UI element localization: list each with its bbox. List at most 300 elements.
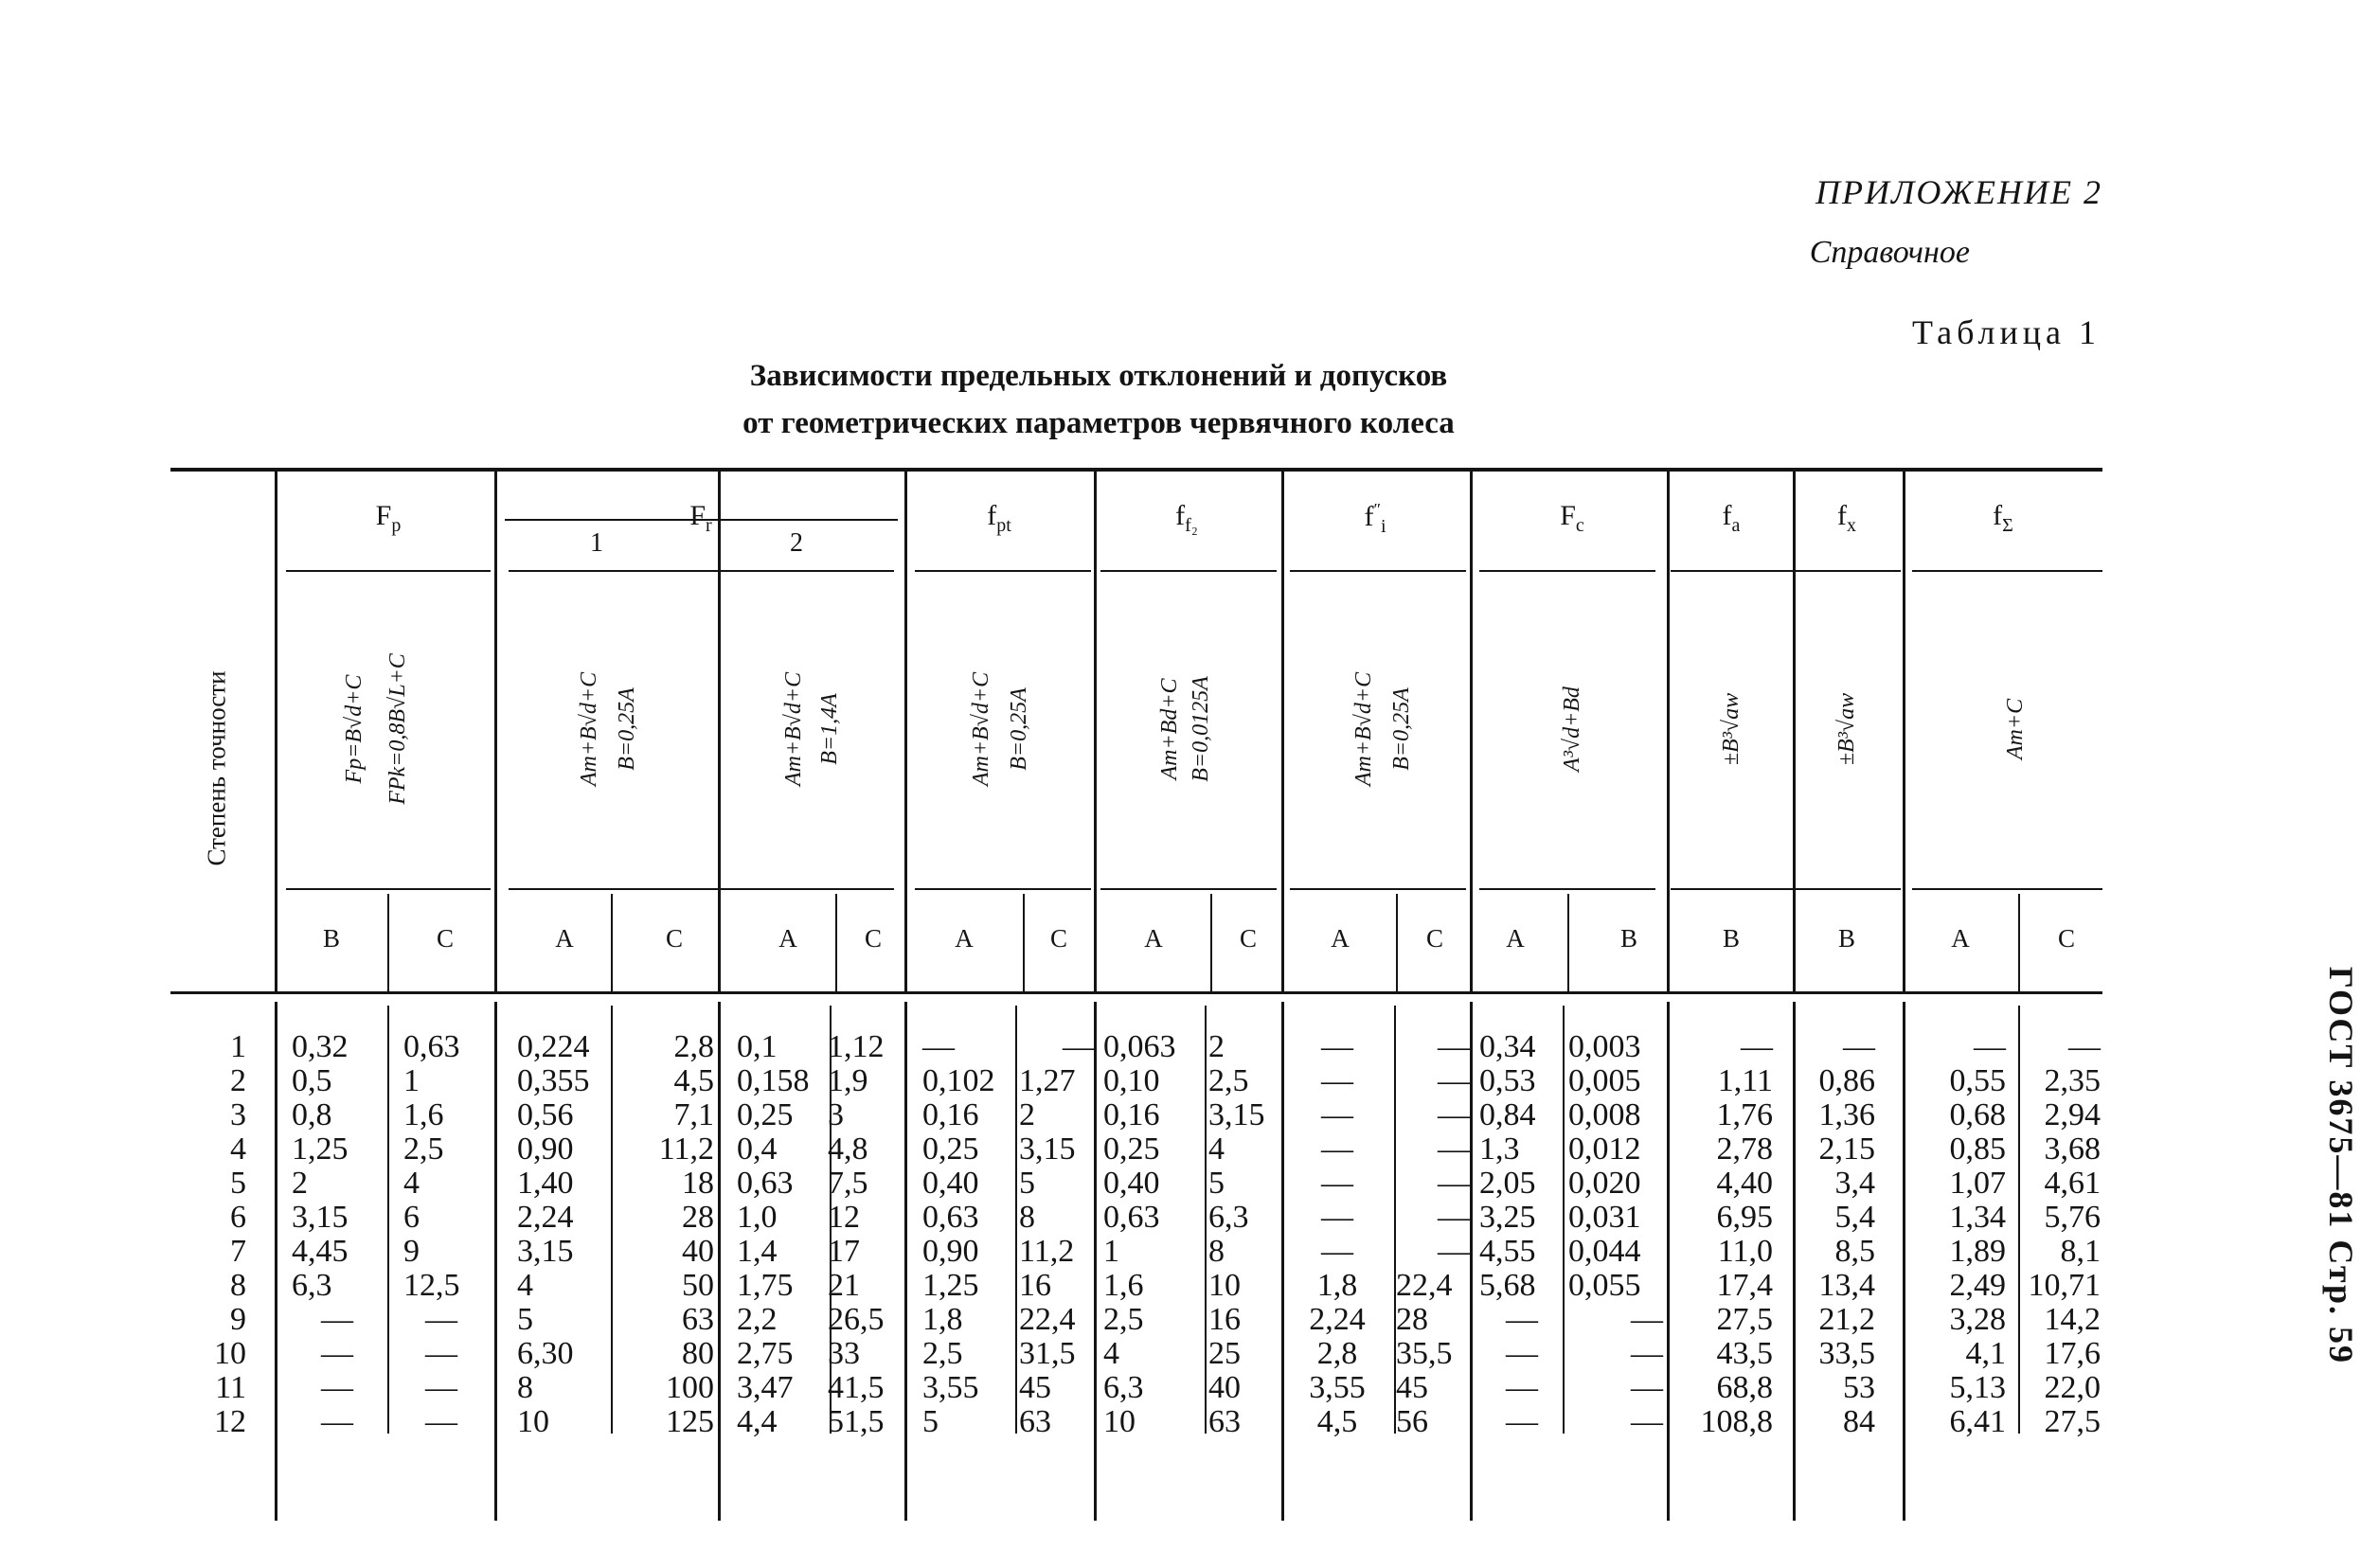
table-cell: —: [1321, 1200, 1353, 1235]
table-cell: 17: [828, 1234, 860, 1269]
reference-note: Справочное: [1809, 235, 1970, 270]
row-degree: 8: [230, 1268, 246, 1303]
formula-fr1: Am+B√d+C: [577, 671, 601, 787]
table-cell: 17,6: [2044, 1336, 2101, 1371]
table-cell: 2,8: [1316, 1336, 1358, 1371]
table-cell: 0,40: [1103, 1166, 1160, 1201]
table-cell: 0,63: [1103, 1200, 1160, 1235]
group-rule-2: [915, 570, 1091, 572]
table-cell: 2,24: [517, 1200, 574, 1235]
table-cell: 80: [682, 1336, 714, 1371]
table-cell: 0,16: [1103, 1097, 1160, 1132]
formula-rule-2: [915, 888, 1091, 890]
table-cell: —: [1438, 1200, 1470, 1235]
table-cell: 0,158: [737, 1063, 810, 1098]
col-line-h-4: [1094, 470, 1097, 994]
table-cell: 68,8: [1716, 1370, 1773, 1405]
table-cell: 1,76: [1716, 1097, 1773, 1132]
col-letter-3: C: [665, 924, 683, 953]
subcol-line-7: [2018, 894, 2020, 992]
table-cell: 0,020: [1568, 1166, 1641, 1201]
table-cell: 1,25: [292, 1131, 349, 1167]
table-cell: 40: [1208, 1370, 1241, 1405]
col-line-h-9: [1903, 470, 1905, 994]
table-cell: 1,6: [403, 1097, 444, 1132]
table-cell: 100: [666, 1370, 714, 1405]
table-cell: 11,2: [658, 1131, 714, 1167]
table-cell: 0,25: [737, 1097, 794, 1132]
formula-rule-4: [1290, 888, 1466, 890]
table-cell: 0,355: [517, 1063, 590, 1098]
group-ff2: [1111, 500, 1262, 537]
degree-header: Степень точности: [202, 670, 231, 866]
table-cell: 14,2: [2044, 1302, 2101, 1337]
table-cell: —: [1321, 1131, 1353, 1167]
table-cell: 0,63: [403, 1029, 460, 1064]
table-cell: 11,2: [1019, 1234, 1075, 1269]
table-cell: 0,4: [737, 1131, 778, 1167]
table-cell: —: [2068, 1029, 2101, 1064]
group-fp-sub: p: [391, 515, 402, 536]
table-cell: —: [321, 1370, 353, 1405]
table-cell: 6,30: [517, 1336, 574, 1371]
table-cell: 108,8: [1700, 1404, 1773, 1439]
group-fx-sub: x: [1847, 515, 1856, 536]
table-cell: 53: [1843, 1370, 1875, 1405]
table-cell: 1,25: [922, 1268, 979, 1303]
col-letter-17: C: [2057, 924, 2075, 953]
table-cell: 4: [517, 1268, 533, 1303]
col-letter-2: A: [555, 924, 574, 953]
table-cell: —: [1438, 1234, 1470, 1269]
table-cell: 0,5: [292, 1063, 332, 1098]
table-cell: —: [1063, 1029, 1095, 1064]
table-cell: 3,25: [1479, 1200, 1536, 1235]
table-cell: 63: [682, 1302, 714, 1337]
formula-fpt-b: B=0,25A: [1007, 687, 1031, 771]
row-degree: 7: [230, 1234, 246, 1269]
col-letter-9: C: [1239, 924, 1257, 953]
table-cell: 2: [1019, 1097, 1035, 1132]
body-sep-7: [2018, 1006, 2020, 1434]
table-cell: —: [425, 1302, 457, 1337]
formula-ff2-b: B=0,0125A: [1189, 676, 1213, 782]
col-line-h-5: [1281, 470, 1284, 994]
row-degree: 5: [230, 1166, 246, 1201]
group-fa-sub: a: [1731, 515, 1741, 536]
fr-sub-2: 2: [790, 528, 803, 558]
formula-fi-b: B=0,25A: [1389, 687, 1414, 771]
col-line-h-6: [1470, 470, 1473, 994]
col-letter-6: A: [955, 924, 974, 953]
table-cell: 0,56: [517, 1097, 574, 1132]
col-line-b-6: [1470, 1002, 1473, 1521]
table-cell: 0,102: [922, 1063, 995, 1098]
table-cell: 1: [403, 1063, 420, 1098]
table-cell: 1,8: [1316, 1268, 1358, 1303]
group-fr-sub: r: [706, 515, 712, 536]
table-cell: —: [1506, 1302, 1538, 1337]
col-line-h-3: [904, 470, 907, 994]
table-cell: 1,07: [1949, 1166, 2006, 1201]
table-cell: 7,1: [673, 1097, 714, 1132]
row-degree: 10: [214, 1336, 246, 1371]
formula-fa: ±B³√aw: [1719, 692, 1744, 766]
table-cell: 33: [828, 1336, 860, 1371]
group-fx-symbol: f: [1837, 500, 1847, 531]
group-fpt: [923, 500, 1075, 537]
table-cell: 0,68: [1949, 1097, 2006, 1132]
table-cell: 4,5: [1316, 1404, 1358, 1439]
table-cell: 0,063: [1103, 1029, 1176, 1064]
col-line-b-9: [1903, 1002, 1905, 1521]
row-degree: 12: [214, 1404, 246, 1439]
formula-fx: ±B³√aw: [1834, 692, 1859, 766]
table-cell: 6,3: [1208, 1200, 1249, 1235]
col-letter-5: C: [864, 924, 882, 953]
table-cell: 1: [1103, 1234, 1119, 1269]
table-cell: 2,49: [1949, 1268, 2006, 1303]
fr-sub-1: 1: [590, 528, 603, 558]
formula-fsigma: Am+C: [2003, 698, 2028, 760]
table-cell: 8,5: [1834, 1234, 1875, 1269]
col-letter-14: B: [1722, 924, 1740, 953]
table-cell: 3,15: [292, 1200, 349, 1235]
table-cell: 56: [1396, 1404, 1428, 1439]
table-cell: 10: [1208, 1268, 1241, 1303]
table-cell: 2,5: [1103, 1302, 1144, 1337]
table-cell: 2,05: [1479, 1166, 1536, 1201]
table-cell: 25: [1208, 1336, 1241, 1371]
col-line-h-1: [494, 470, 497, 994]
table-cell: 2,94: [2044, 1097, 2101, 1132]
table-cell: 0,53: [1479, 1063, 1536, 1098]
col-letter-0: B: [322, 924, 340, 953]
table-cell: 3,47: [737, 1370, 794, 1405]
table-cell: 12,5: [403, 1268, 460, 1303]
table-cell: —: [1321, 1063, 1353, 1098]
subcol-line-6: [1567, 894, 1569, 992]
body-sep-3: [1015, 1006, 1017, 1434]
table-cell: 0,34: [1479, 1029, 1536, 1064]
table-cell: 22,4: [1019, 1302, 1076, 1337]
table-cell: 22,0: [2044, 1370, 2101, 1405]
table-cell: —: [1438, 1166, 1470, 1201]
table-cell: 0,031: [1568, 1200, 1641, 1235]
table-label: Таблица 1: [1912, 313, 2101, 351]
group-fc-sub: c: [1575, 515, 1584, 536]
table-cell: 4,8: [828, 1131, 868, 1167]
table-cell: 3,4: [1834, 1166, 1875, 1201]
body-sep-4: [1205, 1006, 1207, 1434]
table-cell: —: [321, 1404, 353, 1439]
col-letter-8: A: [1144, 924, 1163, 953]
table-cell: 5: [517, 1302, 533, 1337]
table-cell: 0,005: [1568, 1063, 1641, 1098]
table-cell: 0,32: [292, 1029, 349, 1064]
table-cell: —: [1438, 1097, 1470, 1132]
table-cell: 6,95: [1716, 1200, 1773, 1235]
table-cell: 2,35: [2044, 1063, 2101, 1098]
table-cell: 28: [1396, 1302, 1428, 1337]
table-cell: 17,4: [1716, 1268, 1773, 1303]
table-cell: 0,8: [292, 1097, 332, 1132]
group-fsigma: [1927, 500, 2079, 537]
table-cell: —: [1438, 1131, 1470, 1167]
table-cell: 2,24: [1309, 1302, 1366, 1337]
table-cell: 5,13: [1949, 1370, 2006, 1405]
row-degree: 9: [230, 1302, 246, 1337]
group-fi-sub: i: [1380, 516, 1386, 537]
table-cell: —: [1974, 1029, 2006, 1064]
table-cell: 2: [1208, 1029, 1225, 1064]
table-cell: 27,5: [2044, 1404, 2101, 1439]
table-cell: 4: [1103, 1336, 1119, 1371]
table-cell: 4,45: [292, 1234, 349, 1269]
table-cell: 0,84: [1479, 1097, 1536, 1132]
table-cell: 4,40: [1716, 1166, 1773, 1201]
table-cell: 2,5: [1208, 1063, 1249, 1098]
title-line-2: от геометрических параметров червячного колеса: [742, 406, 1455, 440]
table-cell: 0,008: [1568, 1097, 1641, 1132]
table-cell: 9: [403, 1234, 420, 1269]
formula-fi: Am+B√d+C: [1351, 671, 1376, 787]
table-cell: 41,5: [828, 1370, 885, 1405]
col-line-h-7: [1667, 470, 1670, 994]
table-cell: 16: [1019, 1268, 1051, 1303]
col-letter-4: A: [778, 924, 797, 953]
table-cell: 0,055: [1568, 1268, 1641, 1303]
table-cell: 0,40: [922, 1166, 979, 1201]
table-cell: —: [1843, 1029, 1875, 1064]
col-letter-15: B: [1837, 924, 1855, 953]
table-cell: 3,55: [922, 1370, 979, 1405]
table-cell: 0,63: [737, 1166, 794, 1201]
table-cell: 5,4: [1834, 1200, 1875, 1235]
formula-fr2-b: B=1,4A: [817, 693, 842, 765]
table-title: [625, 352, 1572, 447]
group-rule-4: [1290, 570, 1466, 572]
col-letter-1: C: [436, 924, 454, 953]
col-letter-11: C: [1425, 924, 1443, 953]
table-cell: 51,5: [828, 1404, 885, 1439]
table-cell: 5,68: [1479, 1268, 1536, 1303]
formula-fr2: Am+B√d+C: [781, 671, 806, 787]
table-cell: 8,1: [2060, 1234, 2101, 1269]
table-cell: 0,044: [1568, 1234, 1641, 1269]
table-cell: 18: [682, 1166, 714, 1201]
subcol-line-1: [611, 894, 613, 992]
table-cell: 3,15: [517, 1234, 574, 1269]
table-cell: —: [1631, 1404, 1663, 1439]
row-degree: 2: [230, 1063, 246, 1098]
table-cell: 16: [1208, 1302, 1241, 1337]
col-line-h-2: [718, 470, 721, 994]
col-letter-16: A: [1951, 924, 1970, 953]
table-cell: 10,71: [2028, 1268, 2101, 1303]
group-fc: [1496, 500, 1648, 537]
row-degree: 6: [230, 1200, 246, 1235]
group-fr-symbol: F: [689, 500, 706, 531]
table-cell: —: [1631, 1336, 1663, 1371]
table-cell: —: [1506, 1370, 1538, 1405]
formula-fc: A³√d+Bd: [1560, 686, 1584, 772]
formula-ff2: Am+Bd+C: [1157, 678, 1182, 780]
body-sep-0: [387, 1006, 389, 1434]
group-fpt-sub: pt: [996, 515, 1011, 536]
group-fp-symbol: F: [375, 500, 392, 531]
table-cell: 4,4: [737, 1404, 778, 1439]
table-cell: 28: [682, 1200, 714, 1235]
table-cell: 45: [1396, 1370, 1428, 1405]
table-cell: 27,5: [1716, 1302, 1773, 1337]
group-fp: [313, 500, 464, 537]
table-cell: 2,75: [737, 1336, 794, 1371]
table-cell: 6: [403, 1200, 420, 1235]
table-cell: 0,10: [1103, 1063, 1160, 1098]
table-cell: 6,3: [1103, 1370, 1144, 1405]
table-cell: 63: [1019, 1404, 1051, 1439]
row-degree: 3: [230, 1097, 246, 1132]
table-cell: 3,28: [1949, 1302, 2006, 1337]
table-cell: 2,78: [1716, 1131, 1773, 1167]
table-cell: 31,5: [1019, 1336, 1076, 1371]
table-cell: 2,8: [673, 1029, 714, 1064]
table-cell: 125: [666, 1404, 714, 1439]
group-fx: [1771, 500, 1923, 537]
table-cell: 3,55: [1309, 1370, 1366, 1405]
table-cell: 0,16: [922, 1097, 979, 1132]
table-cell: 3: [828, 1097, 844, 1132]
table-cell: 2: [292, 1166, 308, 1201]
body-sep-1: [611, 1006, 613, 1434]
group-fr: [625, 500, 777, 537]
col-line-b-2: [718, 1002, 721, 1521]
table-cell: 84: [1843, 1404, 1875, 1439]
table-cell: 40: [682, 1234, 714, 1269]
table-cell: 0,25: [922, 1131, 979, 1167]
table-cell: 13,4: [1818, 1268, 1875, 1303]
table-cell: 0,25: [1103, 1131, 1160, 1167]
group-fsigma-sub: Σ: [2002, 515, 2013, 536]
table-cell: 0,003: [1568, 1029, 1641, 1064]
table-cell: 21: [828, 1268, 860, 1303]
table-top-rule: [170, 468, 2102, 472]
group-ff2-sub: f₂: [1185, 515, 1198, 536]
formula-fpt: Am+B√d+C: [969, 671, 993, 787]
table-cell: 8: [1208, 1234, 1225, 1269]
table-cell: 5: [1208, 1166, 1225, 1201]
table-cell: 4,61: [2044, 1166, 2101, 1201]
table-cell: —: [1321, 1166, 1353, 1201]
table-cell: 6,41: [1949, 1404, 2006, 1439]
table-cell: 4,55: [1479, 1234, 1536, 1269]
col-letter-12: A: [1506, 924, 1525, 953]
table-cell: 4,1: [1965, 1336, 2006, 1371]
table-cell: —: [1631, 1370, 1663, 1405]
group-fa-symbol: f: [1722, 500, 1732, 531]
table-cell: 63: [1208, 1404, 1241, 1439]
subcol-line-0: [387, 894, 389, 992]
table-cell: —: [922, 1029, 955, 1064]
table-cell: 2,5: [922, 1336, 963, 1371]
table-cell: 1,27: [1019, 1063, 1076, 1098]
row-degree: 1: [230, 1029, 246, 1064]
table-cell: 0,86: [1818, 1063, 1875, 1098]
table-cell: 1,0: [737, 1200, 778, 1235]
gost-page-label: ГОСТ 3675—81 Стр. 59: [2322, 966, 2361, 1365]
table-cell: 5,76: [2044, 1200, 2101, 1235]
table-cell: —: [425, 1370, 457, 1405]
table-cell: 1,34: [1949, 1200, 2006, 1235]
formula-fp: Fp=B√d+C: [342, 674, 367, 784]
col-letter-7: C: [1049, 924, 1067, 953]
group-fi-symbol: f: [1364, 501, 1374, 532]
table-cell: —: [1321, 1029, 1353, 1064]
formula-fpk: FPk=0,8B√L+C: [385, 653, 410, 805]
table-cell: 3,15: [1208, 1097, 1265, 1132]
table-cell: 6,3: [292, 1268, 332, 1303]
table-cell: —: [321, 1302, 353, 1337]
table-cell: 0,55: [1949, 1063, 2006, 1098]
table-cell: —: [1506, 1336, 1538, 1371]
table-cell: —: [1631, 1302, 1663, 1337]
formula-fr1-b: B=0,25A: [615, 687, 639, 771]
table-cell: 8: [1019, 1200, 1035, 1235]
table-cell: 35,5: [1396, 1336, 1453, 1371]
table-cell: 0,90: [517, 1131, 574, 1167]
table-cell: —: [1321, 1234, 1353, 1269]
group-fpt-symbol: f: [987, 500, 997, 531]
table-cell: 10: [517, 1404, 549, 1439]
table-cell: 10: [1103, 1404, 1136, 1439]
group-fsigma-symbol: f: [1993, 500, 2003, 531]
table-cell: 5: [1019, 1166, 1035, 1201]
table-cell: 1,75: [737, 1268, 794, 1303]
table-cell: 1,8: [922, 1302, 963, 1337]
col-letter-10: A: [1331, 924, 1350, 953]
table-cell: 0,90: [922, 1234, 979, 1269]
group-ff2-symbol: f: [1175, 500, 1186, 531]
col-line-b-0: [275, 1002, 277, 1521]
table-cell: —: [1438, 1063, 1470, 1098]
table-cell: 3,15: [1019, 1131, 1076, 1167]
table-cell: 4: [403, 1166, 420, 1201]
table-cell: 0,012: [1568, 1131, 1641, 1167]
table-cell: 0,85: [1949, 1131, 2006, 1167]
group-fi: [1299, 500, 1451, 538]
title-line-1: Зависимости предельных отклонений и допусков: [749, 359, 1448, 393]
table-cell: 33,5: [1818, 1336, 1875, 1371]
group-fi-sup: ″: [1373, 500, 1381, 519]
table-cell: 5: [922, 1404, 939, 1439]
table-cell: 1,6: [1103, 1268, 1144, 1303]
table-cell: 0,63: [922, 1200, 979, 1235]
col-line-b-3: [904, 1002, 907, 1521]
col-letter-13: B: [1619, 924, 1637, 953]
table-cell: 4,5: [673, 1063, 714, 1098]
table-cell: 2,5: [403, 1131, 444, 1167]
table-cell: 8: [517, 1370, 533, 1405]
col-line-b-1: [494, 1002, 497, 1521]
table-cell: —: [1321, 1097, 1353, 1132]
col-line-h-8: [1793, 470, 1796, 994]
table-cell: 12: [828, 1200, 860, 1235]
table-cell: 43,5: [1716, 1336, 1773, 1371]
header-bottom-rule: [170, 991, 2102, 994]
table-cell: 1,9: [828, 1063, 868, 1098]
table-cell: 1,40: [517, 1166, 574, 1201]
